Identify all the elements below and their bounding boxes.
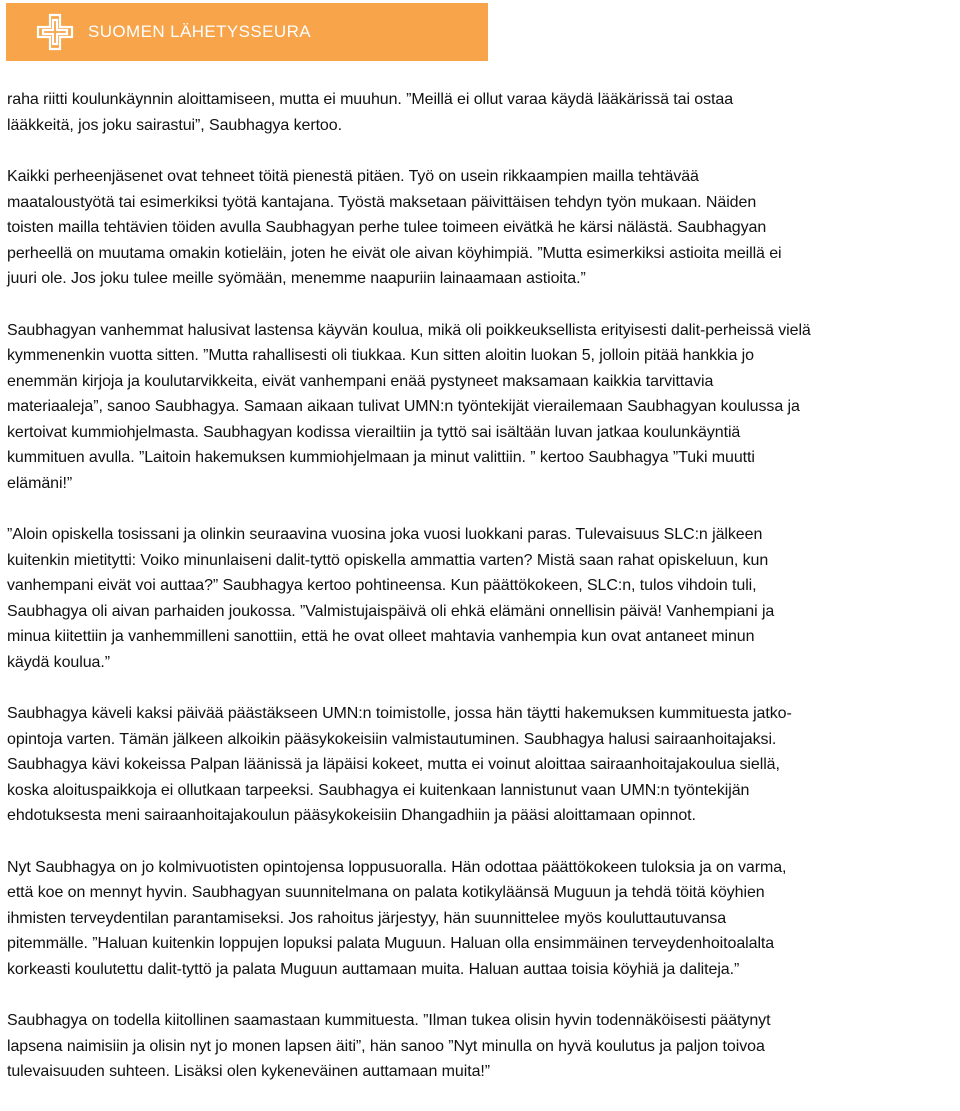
article-paragraph: Kaikki perheenjäsenet ovat tehneet töitä pienestä pitäen. Työ on usein rikkaampien mailla tehtävää maataloustyötä tai esimerkiksi työtä kantajana. Työstä maksetaan päivittäisen tehdyn työn mukaan. Näiden toisten mailla tehtävien töiden avulla Saubhagyan perhe tulee toimeen eivätkä he kärsi nälästä. Saubhagyan perheellä on muutama omakin kotieläin, joten he eivät ole aivan köyhimpiä. ”Mutta esimerkiksi astioita meillä ei juuri ole. Jos joku tulee meille syömään, menemme naapuriin lainaamaan astioita.” <box>7 168 782 287</box>
article-body <box>7 87 959 1111</box>
article-paragraph: raha riitti koulunkäynnin aloittamiseen, mutta ei muuhun. ”Meillä ei ollut varaa käydä lääkärissä tai ostaa lääkkeitä, jos joku sairastui”, Saubhagya kertoo. <box>7 91 734 134</box>
article-paragraph: Nyt Saubhagya on jo kolmivuotisten opintojensa loppusuoralla. Hän odottaa päättökokeen tuloksia ja on varma, että koe on mennyt hyvin. Saubhagyan suunnitelmana on palata kotikyläänsä Muguun ja tehdä töitä köyhien ihmisten terveydentilan parantamiseksi. Jos rahoitus järjestyy, hän suunnittelee myös kouluttautuvansa pitemmälle. ”Haluan kuitenkin loppujen lopuksi palata Muguun. Haluan olla ensimmäinen terveydenhoitoalalta korkeasti koulutettu dalit-tyttö ja palata Muguun auttamaan muita. Haluan auttaa toisia köyhiä ja daliteja.” <box>7 858 787 978</box>
header-banner <box>6 3 488 61</box>
article-paragraph: Saubhagya käveli kaksi päivää päästäkseen UMN:n toimistolle, jossa hän täytti hakemuksen kummituesta jatko- opintoja varten. Tämän jälkeen alkoikin pääsykokeisiin valmistautuminen. Saubhagya halusi sairaanhoitajaksi. Saubhagya kävi kokeissa Palpan läänissä ja läpäisi kokeet, mutta ei voinut aloittaa sairaanhoitajakoulua siellä, koska aloituspaikkoja ei ollutkaan tarpeeksi. Saubhagya ei kuitenkaan lannistunut vaan UMN:n työntekijän ehdotuksesta meni sairaanhoitajakoulun pääsykokeisiin Dhangadhiin ja pääsi aloittamaan opinnot. <box>7 705 792 824</box>
brand-name: SUOMEN LÄHETYSSEURA <box>88 22 311 41</box>
article-paragraph: ”Aloin opiskella tosissani ja olinkin seuraavina vuosina joka vuosi luokkani paras. Tulevaisuus SLC:n jälkeen kuitenkin mietitytti: Voiko minunlaiseni dalit-tyttö opiskella ammattia varten? Mistä saan rahat opiskeluun, kun vanhempani eivät voi auttaa?” Saubhagya kertoo pohtineensa. Kun päättökokeen, SLC:n, tulos vihdoin tuli, Saubhagya oli aivan parhaiden joukossa. ”Valmistujaispäivä oli ehkä elämäni onnellisin päivä! Vanhempiani ja minua kiitettiin ja vanhemmilleni sanottiin, että he ovat olleet mahtavia vanhempia kun ovat antaneet minun käydä koulua.” <box>7 526 775 671</box>
cross-logo-icon <box>36 13 74 51</box>
article-paragraph: Saubhagya on todella kiitollinen saamastaan kummituesta. ”Ilman tukea olisin hyvin todennäköisesti päätynyt lapsena naimisiin ja olisin nyt jo monen lapsen äiti”, hän sanoo ”Nyt minulla on hyvä koulutus ja paljon toivoa tulevaisuuden suhteen. Lisäksi olen kykeneväinen auttamaan muita!” <box>7 1012 771 1080</box>
article-paragraph: Saubhagyan vanhemmat halusivat lastensa käyvän koulua, mikä oli poikkeuksellista erityisesti dalit-perheissä vielä kymmenenkin vuotta sitten. ”Mutta rahallisesti oli tiukkaa. Kun sitten aloitin luokan 5, jolloin pitää hankkia jo enemmän kirjoja ja koulutarvikkeita, eivät vanhempani enää pystyneet maksamaan kaikkia tarvittavia materiaaleja”, sanoo Saubhagya. Samaan aikaan tulivat UMN:n työntekijät vierailemaan Saubhagyan koulussa ja kertoivat kummiohjelmasta. Saubhagyan kodissa vierailtiin ja tyttö sai isältään luvan jatkaa koulunkäyntiä kummituen avulla. ”Laitoin hakemuksen kummiohjelmaan ja minut valittiin. ” kertoo Saubhagya ”Tuki muutti elämäni!” <box>7 321 811 492</box>
